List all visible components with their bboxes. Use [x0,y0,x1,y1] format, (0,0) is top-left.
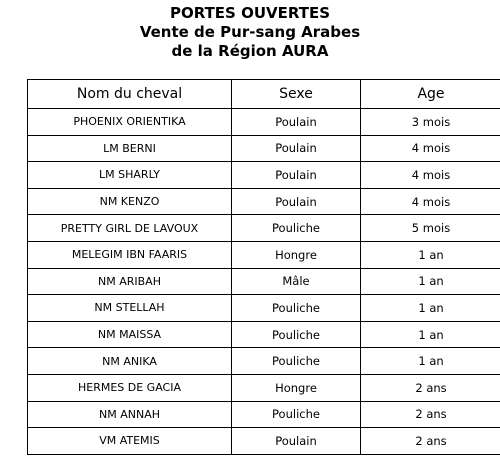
horse-sex-cell: Mâle [232,268,361,295]
horse-age-cell: 2 ans [361,428,500,455]
table-row [28,321,500,348]
horse-name-cell: PHOENIX ORIENTIKA [28,109,232,136]
horse-name-cell: PRETTY GIRL DE LAVOUX [28,215,232,242]
page-subtitle: Vente de Pur-sang Arabes [139,23,361,41]
horse-sex-cell: Pouliche [232,348,361,375]
horse-age-cell: 1 an [361,268,500,295]
horse-name-cell: VM ATEMIS [28,428,232,455]
table-row [28,374,500,401]
horse-name-cell: NM MAISSA [28,321,232,348]
horse-name-cell: HERMES DE GACIA [28,374,232,401]
horse-age-cell: 4 mois [361,162,500,189]
horse-sex-cell: Poulain [232,109,361,136]
horse-age-cell: 1 an [361,348,500,375]
horse-sex-cell: Pouliche [232,215,361,242]
horse-name-cell: LM SHARLY [28,162,232,189]
table-row [28,162,500,189]
column-header-name: Nom du cheval [28,80,232,109]
horse-sex-cell: Poulain [232,135,361,162]
horse-age-cell: 2 ans [361,374,500,401]
table-row [28,268,500,295]
horse-name-cell: NM ANNAH [28,401,232,428]
horse-sex-cell: Poulain [232,162,361,189]
horse-name-cell: MELEGIM IBN FAARIS [28,241,232,268]
horse-age-cell: 3 mois [361,109,500,136]
horse-age-cell: 5 mois [361,215,500,242]
column-header-age: Age [361,80,500,109]
table-row [28,135,500,162]
horse-name-cell: LM BERNI [28,135,232,162]
horse-name-cell: NM STELLAH [28,295,232,322]
document-header [0,4,500,61]
table-row [28,109,500,136]
horse-sex-cell: Pouliche [232,295,361,322]
table-row [28,401,500,428]
horse-sex-cell: Poulain [232,428,361,455]
table-row [28,241,500,268]
page-subtitle-region: de la Région AURA [171,42,329,60]
horse-sex-cell: Poulain [232,188,361,215]
horse-table [27,79,500,455]
horse-age-cell: 4 mois [361,135,500,162]
table-row [28,188,500,215]
horse-age-cell: 2 ans [361,401,500,428]
horse-age-cell: 1 an [361,321,500,348]
horse-sex-cell: Pouliche [232,321,361,348]
table-row [28,348,500,375]
table-row [28,428,500,455]
horse-age-cell: 1 an [361,241,500,268]
table-row [28,215,500,242]
horse-name-cell: NM KENZO [28,188,232,215]
horse-name-cell: NM ANIKA [28,348,232,375]
column-header-sex: Sexe [232,80,361,109]
table-header-row [28,80,500,109]
horse-sex-cell: Pouliche [232,401,361,428]
horse-age-cell: 1 an [361,295,500,322]
table-row [28,295,500,322]
horse-sex-cell: Hongre [232,374,361,401]
horse-name-cell: NM ARIBAH [28,268,232,295]
page-title: PORTES OUVERTES [169,4,331,22]
horse-age-cell: 4 mois [361,188,500,215]
horse-sex-cell: Hongre [232,241,361,268]
